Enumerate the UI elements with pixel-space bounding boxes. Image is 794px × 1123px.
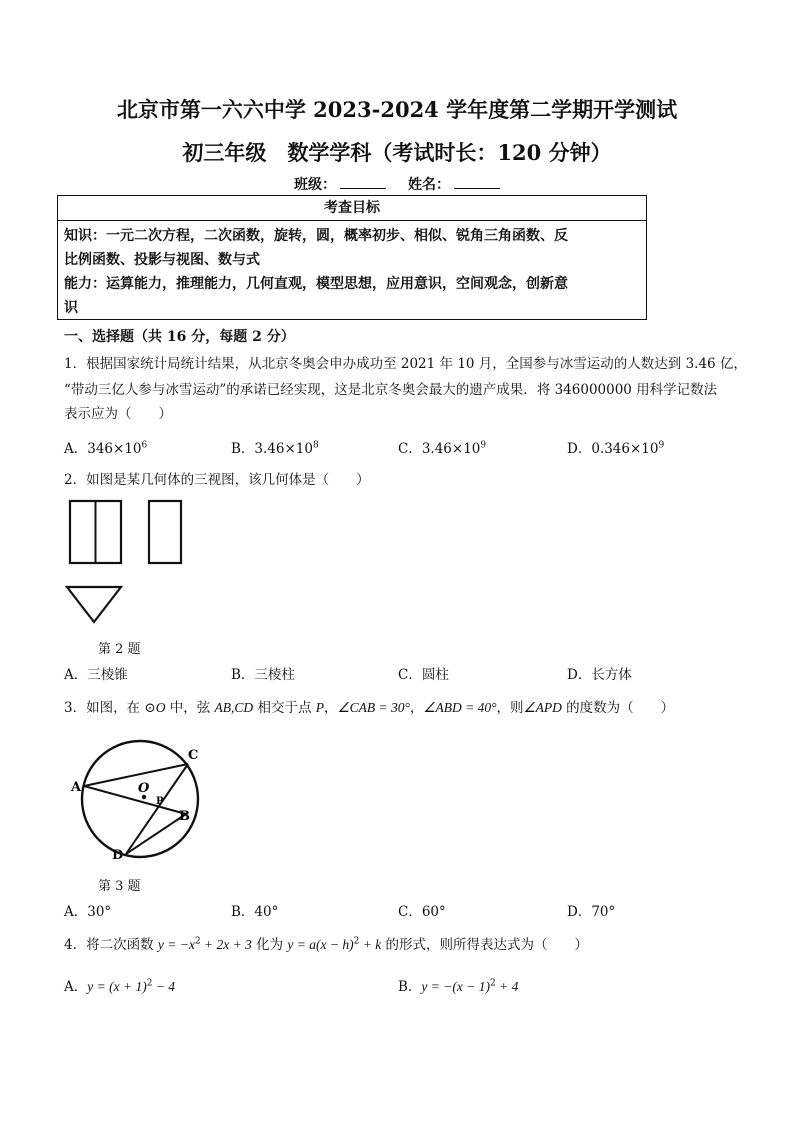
q4-stem: 4．将二次函数 $y = -x^2 + 2x + 3$ 化为 $y = a(x - h)^2 + k$ 的形式，则所得表达式为（ ） — [64, 936, 588, 953]
ability-line-1: 能力：运算能力，推理能力，几何直观，模型思想，应用意识，空间观念，创新意 — [64, 276, 568, 292]
label-d: D — [112, 848, 124, 863]
q2-option-c[interactable]: C．圆柱 — [398, 667, 449, 683]
label-b: B — [179, 809, 190, 824]
class-blank — [340, 176, 386, 189]
exam-title: 北京市第一六六中学 2023-2024 学年度第二学期开学测试 — [116, 97, 678, 122]
q3-option-d[interactable]: D．70° — [567, 904, 616, 920]
label-p: P — [156, 796, 164, 807]
name-blank — [454, 176, 500, 189]
three-view-figure — [60, 498, 190, 628]
q2-stem: 2．如图是某几何体的三视图，该几何体是（ ） — [64, 472, 370, 488]
q1-option-a[interactable]: A．$346\times 10^6$ — [64, 440, 148, 457]
q1-line-2: “带动三亿人参与冰雪运动”的承诺已经实现，这是北京冬奥会最大的遗产成果．将 346000000 用科学记数法 — [64, 382, 718, 398]
q3-option-b[interactable]: B．40° — [231, 904, 279, 920]
class-label: 班级： — [294, 177, 336, 193]
label-o: O — [138, 781, 150, 796]
q3-stem: 3．如图，在 ⊙O 中，弦 AB,CD 相交于点 P，∠CAB = 30°，∠ABD = 40°，则∠APD 的度数为（ ） — [64, 700, 675, 716]
label-c: C — [188, 748, 199, 763]
objectives-heading: 考查目标 — [58, 196, 646, 221]
q4-option-b[interactable]: B．$y = -(x - 1)^2 + 4$ — [398, 978, 519, 995]
q1-option-d[interactable]: D．$0.346\times 10^9$ — [567, 440, 665, 457]
q2-option-b[interactable]: B．三棱柱 — [231, 667, 295, 683]
q1-line-3: 表示应为（ ） — [64, 406, 172, 422]
q3-option-a[interactable]: A．30° — [64, 904, 112, 920]
knowledge-line-1: 知识：一元二次方程，二次函数，旋转，圆，概率初步、相似、锐角三角函数、反 — [64, 228, 568, 244]
objectives-body — [58, 221, 646, 320]
q4-option-a[interactable]: A．$y = (x + 1)^2 - 4$ — [64, 978, 176, 995]
q2-caption: 第 2 题 — [98, 642, 141, 657]
q1-line-1: 1．根据国家统计局统计结果，从北京冬奥会申办成功至 2021 年 10 月，全国参与冰雪运动的人数达到 3.46 亿， — [64, 356, 747, 372]
student-info-line — [0, 174, 794, 194]
q2-option-a[interactable]: A．三棱锥 — [64, 667, 128, 683]
segment-ac — [84, 764, 188, 786]
circle-o — [82, 741, 198, 857]
q1-option-b[interactable]: B．$3.46\times 10^8$ — [231, 440, 319, 457]
label-a: A — [71, 780, 82, 795]
q3-option-c[interactable]: C．60° — [398, 904, 446, 920]
q1-option-c[interactable]: C．$3.46\times 10^9$ — [398, 440, 487, 457]
q3-caption: 第 3 题 — [98, 879, 141, 894]
segment-bd — [126, 814, 186, 854]
q2-option-d[interactable]: D．长方体 — [567, 667, 632, 683]
side-view — [149, 501, 181, 563]
circle-figure — [68, 735, 203, 865]
top-view-triangle — [67, 587, 121, 622]
exam-subtitle: 初三年级 数学学科（考试时长：120 分钟） — [182, 140, 612, 165]
name-label: 姓名： — [408, 177, 450, 193]
ability-line-2: 识 — [64, 300, 78, 316]
objectives-box — [57, 195, 647, 320]
section-heading: 一、选择题（共 16 分，每题 2 分） — [64, 329, 295, 345]
knowledge-line-2: 比例函数、投影与视图、数与式 — [64, 252, 260, 268]
